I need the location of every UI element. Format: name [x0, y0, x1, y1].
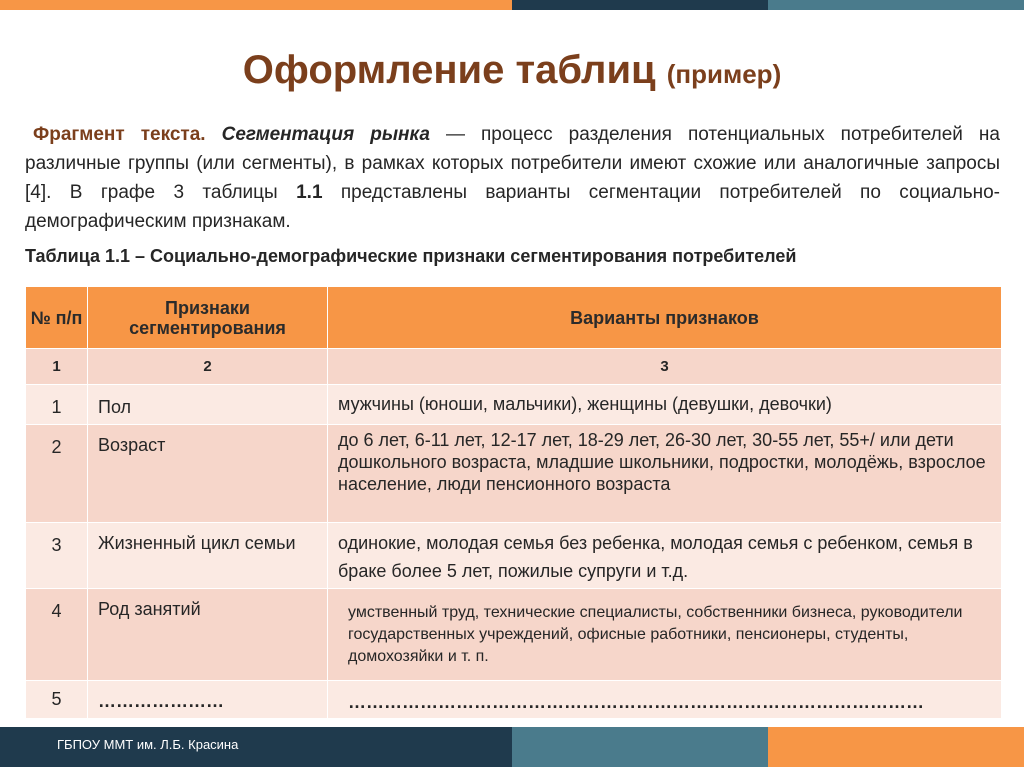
- fragment-table-ref: 1.1: [296, 182, 323, 203]
- row-number: 5: [26, 681, 88, 719]
- top-bar-orange: [0, 0, 512, 10]
- table-header-row: [26, 287, 1002, 349]
- row-variants: мужчины (юноши, мальчики), женщины (девушки, девочки): [328, 385, 1002, 425]
- row-variants: до 6 лет, 6-11 лет, 12-17 лет, 18-29 лет, 26-30 лет, 30-55 лет, 55+/ или дети дошкольного возраста, младшие школьники, подростки, молодёжь, взрослое население, люди пенсионного возраста: [328, 425, 1002, 523]
- column-number-2: 2: [88, 349, 328, 385]
- footer-bar-teal: [512, 727, 768, 767]
- slide-title-main: Оформление таблиц: [242, 48, 656, 92]
- footer-bar-orange: [768, 727, 1024, 767]
- table-row: [26, 681, 1002, 719]
- footer-text: ГБПОУ ММТ им. Л.Б. Красина: [57, 737, 239, 752]
- fragment-text-2: представлены варианты сегментации потребителей по социально-демографическим признакам.: [25, 182, 1000, 232]
- row-variants: ……………………………………………………………………………………: [328, 681, 1002, 719]
- header-number: № п/п: [26, 287, 88, 349]
- slide-title-sub: (пример): [666, 59, 782, 89]
- top-decor-bar: [0, 0, 1024, 10]
- text-fragment: [25, 120, 1000, 236]
- header-feature: Признаки сегментирования: [88, 287, 328, 349]
- row-variants: одинокие, молодая семья без ребенка, молодая семья с ребенком, семья в браке более 5 лет, пожилые супруги и т.д.: [328, 523, 1002, 589]
- fragment-term: Сегментация рынка: [221, 124, 430, 145]
- row-feature: Возраст: [88, 425, 328, 523]
- table-row: [26, 385, 1002, 425]
- table-row: [26, 425, 1002, 523]
- row-number: 4: [26, 589, 88, 681]
- column-number-3: 3: [328, 349, 1002, 385]
- row-feature: Пол: [88, 385, 328, 425]
- header-variants: Варианты признаков: [328, 287, 1002, 349]
- row-feature: Род занятий: [88, 589, 328, 681]
- top-bar-teal: [768, 0, 1024, 10]
- column-number-1: 1: [26, 349, 88, 385]
- fragment-lead: Фрагмент текста.: [33, 124, 206, 145]
- fragment-text-1: — процесс разделения потенциальных потребителей на различные группы (или сегменты), в рамках которых потребители имеют схожие или аналогичные запросы [4]. В графе 3 таблицы: [25, 124, 1000, 203]
- row-number: 2: [26, 425, 88, 523]
- segmentation-table: [25, 286, 1002, 719]
- row-feature: …………………: [88, 681, 328, 719]
- row-variants: умственный труд, технические специалисты, собственники бизнеса, руководители государственных учреждений, офисные работники, пенсионеры, студенты, домохозяйки и т. п.: [328, 589, 1002, 681]
- slide-title: [0, 48, 1024, 93]
- table-row: [26, 589, 1002, 681]
- row-number: 3: [26, 523, 88, 589]
- table-caption: Таблица 1.1 – Социально-демографические признаки сегментирования потребителей: [25, 246, 797, 266]
- row-feature: Жизненный цикл семьи: [88, 523, 328, 589]
- table-row: [26, 523, 1002, 589]
- top-bar-navy: [512, 0, 768, 10]
- row-number: 1: [26, 385, 88, 425]
- table-column-numbers-row: [26, 349, 1002, 385]
